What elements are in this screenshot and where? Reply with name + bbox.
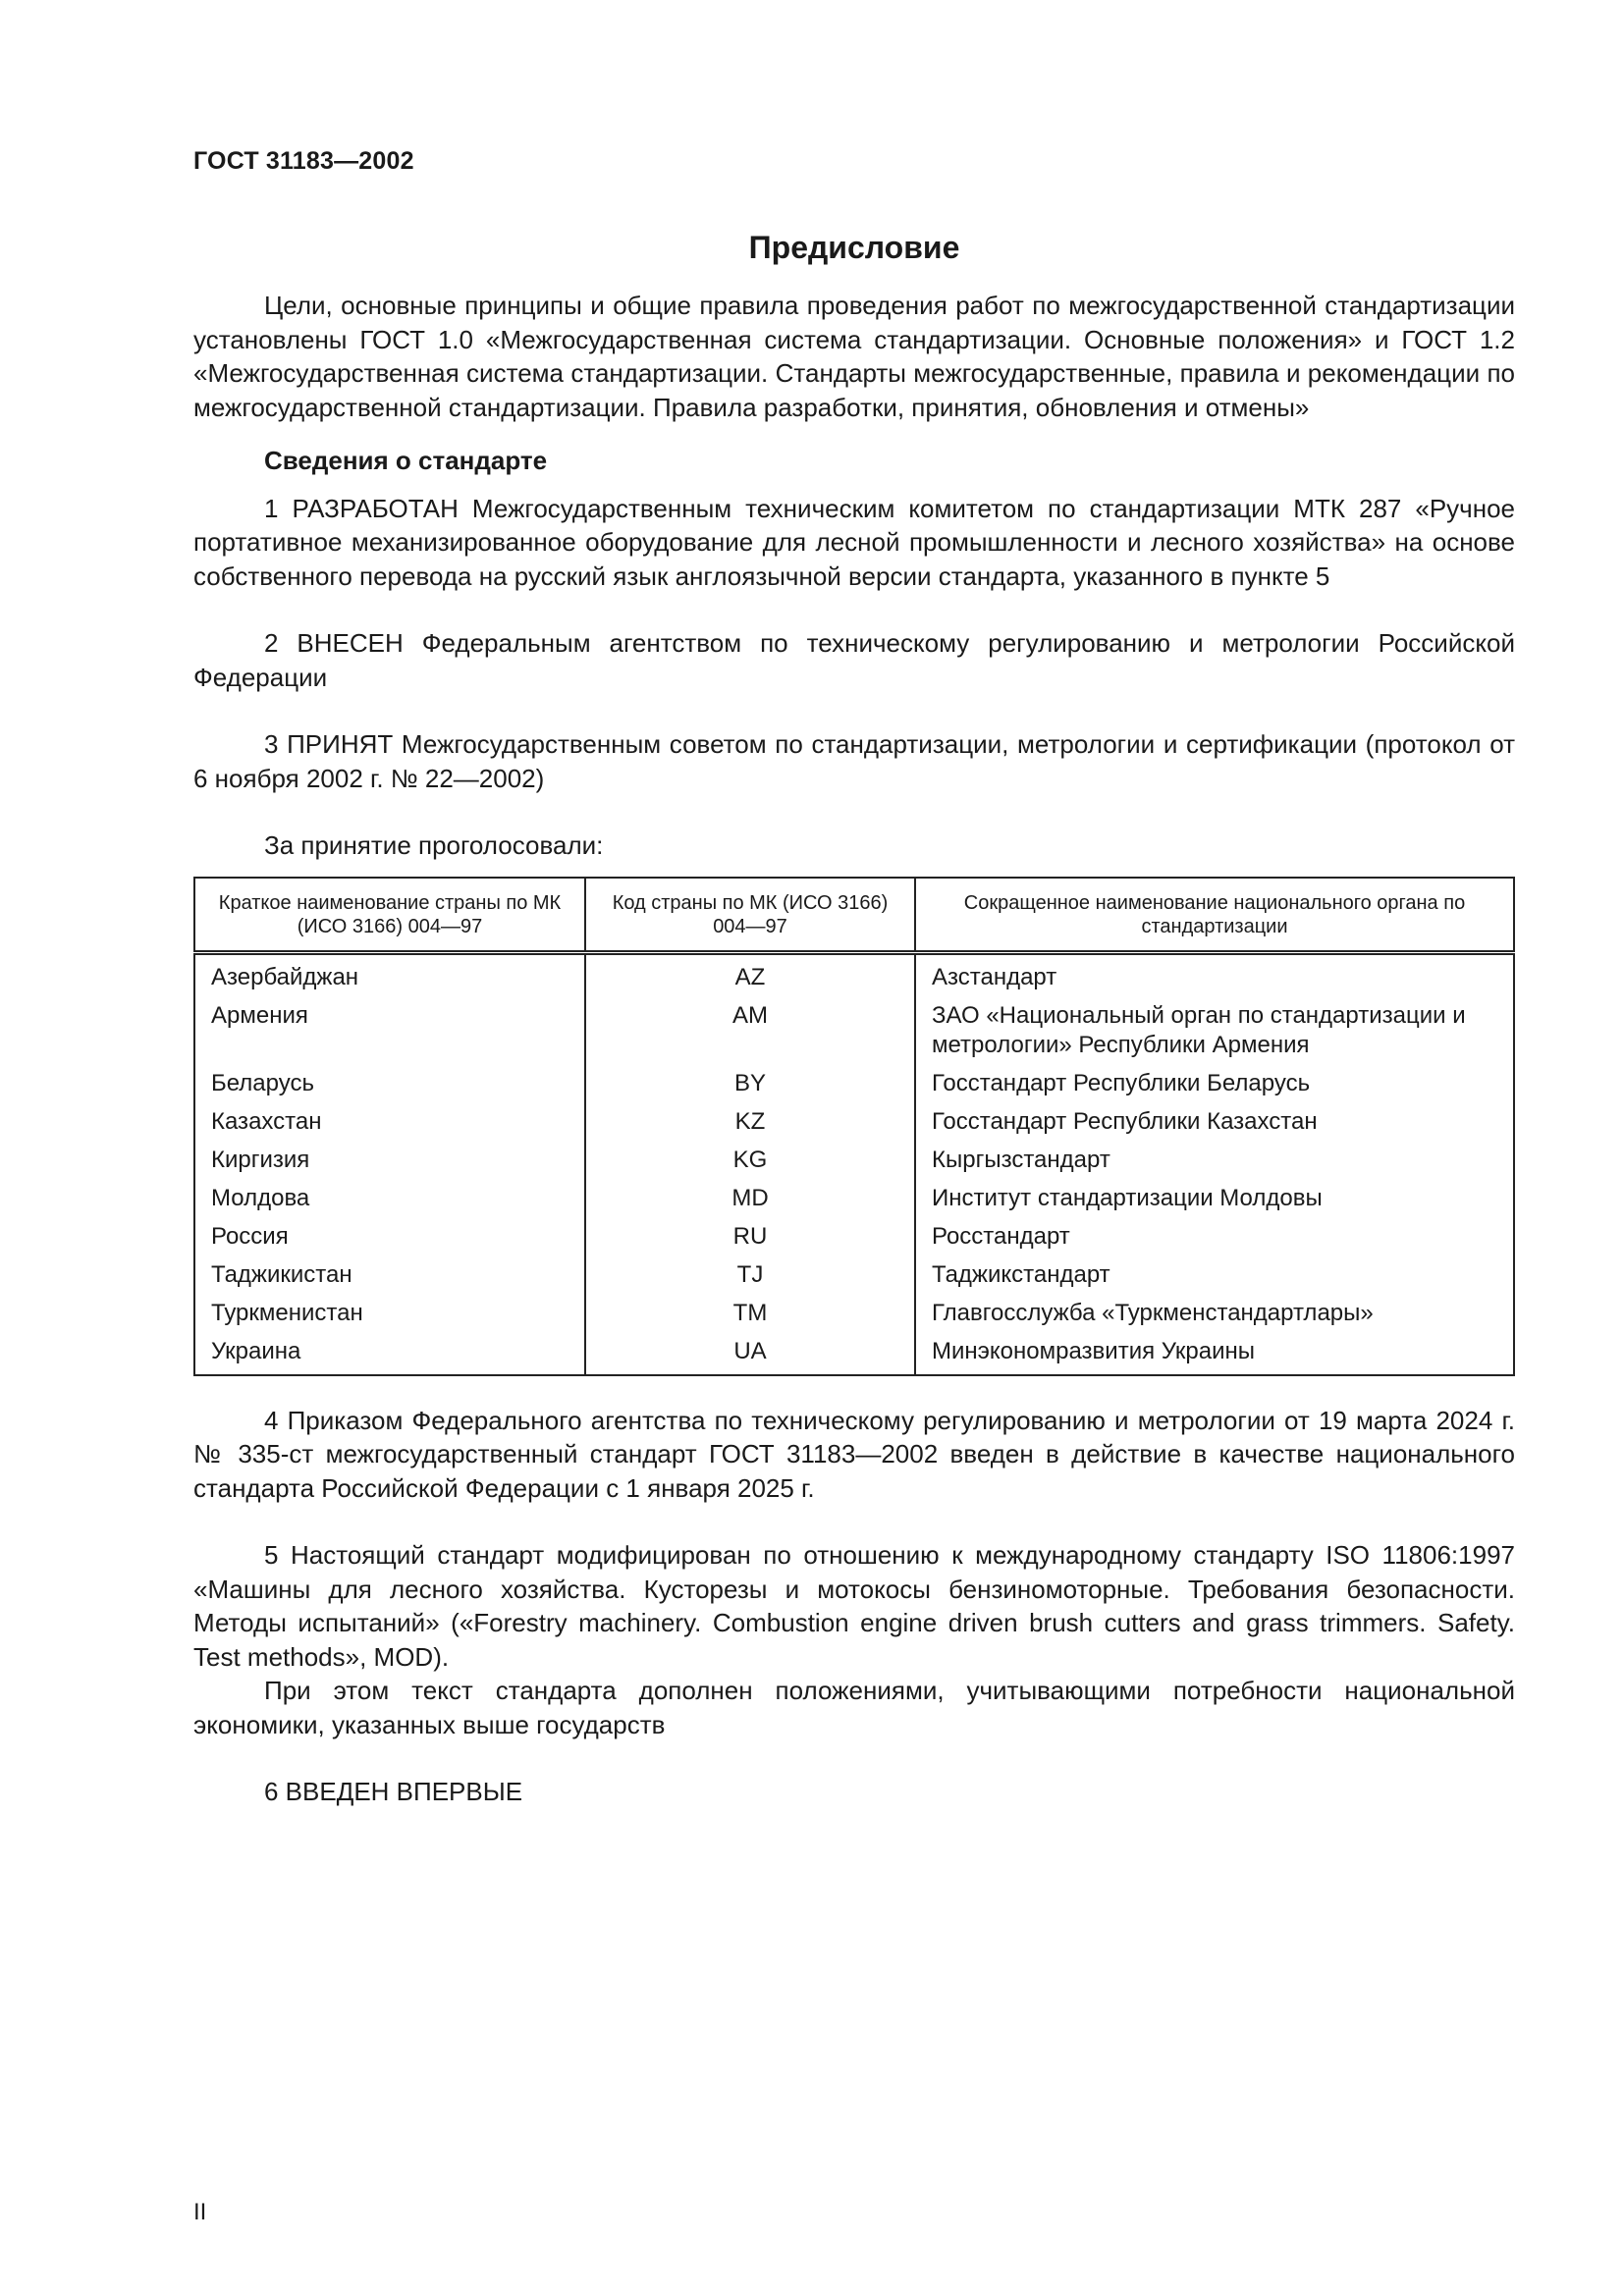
country-name: Молдова <box>194 1179 585 1217</box>
table-header-row <box>194 878 1514 953</box>
item-5-note: При этом текст стандарта дополнен положениями, учитывающими потребности национальной экономики, указанных выше государств <box>193 1676 1515 1739</box>
item-4: 4 Приказом Федерального агентства по техническому регулированию и метрологии от 19 марта 2024 г. № 335-ст межгосударственный стандарт ГОСТ 31183—2002 введен в действие в качестве национального стандарта Российской Федерации с 1 января 2025 г. <box>193 1405 1515 1503</box>
table-row <box>194 1179 1514 1217</box>
country-code: AZ <box>585 952 915 996</box>
country-name: Туркменистан <box>194 1294 585 1332</box>
country-name: Беларусь <box>194 1064 585 1102</box>
country-code: BY <box>585 1064 915 1102</box>
country-code: KG <box>585 1141 915 1179</box>
table-row <box>194 1102 1514 1141</box>
table-row <box>194 1332 1514 1375</box>
table-row <box>194 952 1514 996</box>
country-name: Армения <box>194 996 585 1064</box>
national-body: Азстандарт <box>915 952 1514 996</box>
country-name: Казахстан <box>194 1102 585 1141</box>
page-content <box>193 216 1515 1809</box>
item-6: 6 ВВЕДЕН ВПЕРВЫЕ <box>264 1777 523 1806</box>
item-5: 5 Настоящий стандарт модифицирован по отношению к международному стандарту ISO 11806:1997 «Машины для лесного хозяйства. Кусторезы и мотокосы бензиномоторные. Требования безопасности. Методы испытаний» («Forestry machinery. Combustion engine driven brush cutters and grass trimmers. Safety. Test methods», MOD). <box>193 1540 1515 1672</box>
country-name: Россия <box>194 1217 585 1255</box>
table-row <box>194 1294 1514 1332</box>
country-code: TM <box>585 1294 915 1332</box>
page-title: Предисловие <box>748 230 960 265</box>
national-body: Госстандарт Республики Казахстан <box>915 1102 1514 1141</box>
table-row <box>194 1141 1514 1179</box>
national-body: Минэкономразвития Украины <box>915 1332 1514 1375</box>
country-code: KZ <box>585 1102 915 1141</box>
table-row <box>194 1217 1514 1255</box>
national-body: Таджикстандарт <box>915 1255 1514 1294</box>
table-row <box>194 996 1514 1064</box>
country-code: MD <box>585 1179 915 1217</box>
intro-paragraph: Цели, основные принципы и общие правила проведения работ по межгосударственной стандартизации установлены ГОСТ 1.0 «Межгосударственная система стандартизации. Основные положения» и ГОСТ 1.2 «Межгосударственная система стандартизации. Стандарты межгосударственные, правила и рекомендации по межгосударственной стандартизации. Правила разработки, принятия, обновления и отмены» <box>193 291 1515 422</box>
page-number: II <box>193 2199 207 2225</box>
national-body: Кыргызстандарт <box>915 1141 1514 1179</box>
section-subheading: Сведения о стандарте <box>264 446 548 475</box>
document-code: ГОСТ 31183—2002 <box>193 147 414 175</box>
countries-table <box>193 877 1515 1376</box>
item-3: 3 ПРИНЯТ Межгосударственным советом по стандартизации, метрологии и сертификации (протокол от 6 ноября 2002 г. № 22—2002) <box>193 729 1515 793</box>
header-national-body: Сокращенное наименование национального органа по стандартизации <box>915 878 1514 953</box>
table-row <box>194 1064 1514 1102</box>
national-body: Госстандарт Республики Беларусь <box>915 1064 1514 1102</box>
national-body: ЗАО «Национальный орган по стандартизации и метрологии» Республики Армения <box>915 996 1514 1064</box>
country-code: TJ <box>585 1255 915 1294</box>
country-name: Украина <box>194 1332 585 1375</box>
country-name: Азербайджан <box>194 952 585 996</box>
item-2: 2 ВНЕСЕН Федеральным агентством по техническому регулированию и метрологии Российской Федерации <box>193 628 1515 692</box>
vote-intro: За принятие проголосовали: <box>264 830 604 860</box>
national-body: Росстандарт <box>915 1217 1514 1255</box>
table-row <box>194 1255 1514 1294</box>
national-body: Институт стандартизации Молдовы <box>915 1179 1514 1217</box>
header-country-name: Краткое наименование страны по МК (ИСО 3166) 004—97 <box>194 878 585 953</box>
country-code: RU <box>585 1217 915 1255</box>
national-body: Главгосслужба «Туркменстандартлары» <box>915 1294 1514 1332</box>
country-code: UA <box>585 1332 915 1375</box>
item-1: 1 РАЗРАБОТАН Межгосударственным техническим комитетом по стандартизации МТК 287 «Ручное портативное механизированное оборудование для лесной промышленности и лесного хозяйства» на основе собственного перевода на русский язык англоязычной версии стандарта, указанного в пункте 5 <box>193 493 1515 591</box>
country-name: Киргизия <box>194 1141 585 1179</box>
country-code: AM <box>585 996 915 1064</box>
country-name: Таджикистан <box>194 1255 585 1294</box>
header-country-code: Код страны по МК (ИСО 3166) 004—97 <box>585 878 915 953</box>
